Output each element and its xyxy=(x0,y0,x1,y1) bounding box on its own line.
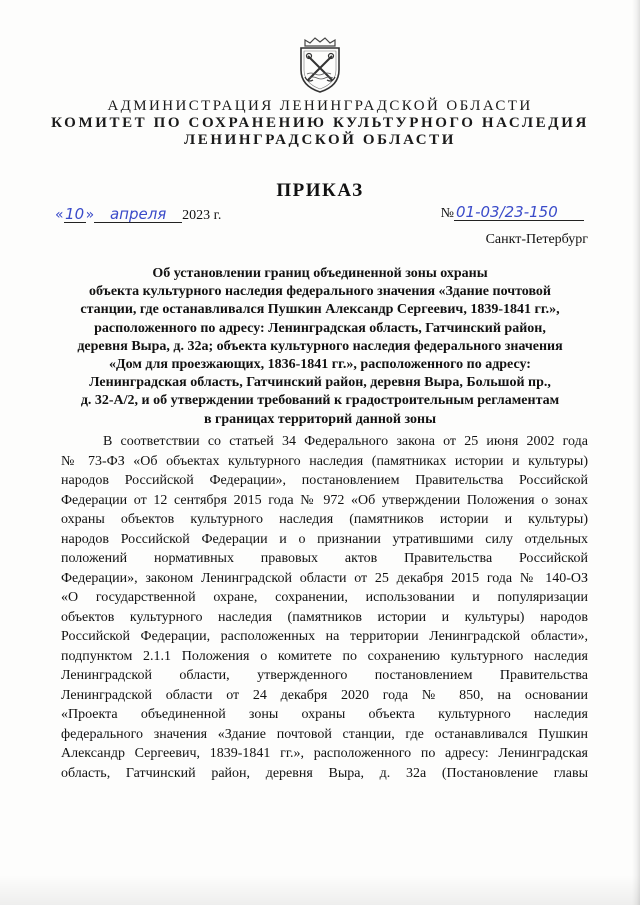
document-number xyxy=(441,204,584,222)
body-line: положений нормативных правовых актов Правительства Российской xyxy=(61,551,588,566)
page-edge-shadow xyxy=(632,0,640,905)
body-line: объектов культурного наследия (памятников истории и культуры) народов xyxy=(61,609,588,625)
subject-line: расположенного по адресу: Ленинградская область, Гатчинский район, xyxy=(94,320,546,336)
body-line: Федерации», законом Ленинградской области от 25 декабря 2015 года № 140-ОЗ xyxy=(61,570,588,586)
number-prefix: № xyxy=(440,206,454,221)
body-line: область, Гатчинский район, деревня Выра, д. 32а (Постановление главы xyxy=(61,765,588,781)
number-value: 01-03/23-150 xyxy=(454,204,584,221)
subject-line: д. 32-А/2, и об утверждении требований к градостроительным регламентам xyxy=(80,393,560,409)
date-month: апреля xyxy=(94,206,182,223)
body-line: подпунктом 2.1.1 Положения о комитете по сохранению культурного наследия xyxy=(61,648,588,664)
body-line: Ленинградской области от 24 декабря 2020 года № 850, на основании xyxy=(61,687,588,703)
body-line: народов Российской Федерации и о признании утратившими силу отдельных xyxy=(61,531,588,547)
body-line: «Проекта объединенной зоны охраны объекта культурного наследия xyxy=(61,707,588,722)
document-subject xyxy=(40,265,600,429)
date-day: 10 xyxy=(65,205,85,223)
body-line: народов Российской Федерации», постановлением Правительства Российской xyxy=(61,473,588,488)
document-title: ПРИКАЗ xyxy=(276,180,364,201)
document-body xyxy=(61,432,588,783)
body-line: В соответствии со статьей 34 Федерального закона от 25 июня 2002 года xyxy=(103,434,588,449)
header-region: ЛЕНИНГРАДСКОЙ ОБЛАСТИ xyxy=(183,132,457,148)
subject-line: «Дом для проезжающих, 1836-1841 гг.», расположенного по адресу: xyxy=(109,357,531,373)
body-line: Александр Сергеевич, 1839-1841 гг.», расположенного по адресу: Ленинградская xyxy=(61,746,588,761)
body-line: охраны объектов культурного наследия (памятников истории и культуры) xyxy=(61,512,588,527)
date-close-quote: » xyxy=(85,207,95,223)
body-line: Федерации от 12 сентября 2015 года № 972 «Об утверждении Положения о зонах xyxy=(61,492,588,508)
body-line: Российской Федерации, расположенных на территории Ленинградской области», xyxy=(61,629,588,644)
page-bottom-shadow xyxy=(0,875,640,905)
subject-line: в границах территорий данной зоны xyxy=(203,411,437,427)
subject-line: Ленинградская область, Гатчинский район, деревня Выра, Большой пр., xyxy=(89,375,551,391)
header-administration: АДМИНИСТРАЦИЯ ЛЕНИНГРАДСКОЙ ОБЛАСТИ xyxy=(107,98,533,114)
document-city: Санкт-Петербург xyxy=(485,232,588,247)
date-year: 2023 г. xyxy=(182,208,222,223)
body-line: «О государственной охране, сохранении, использовании и популяризации xyxy=(61,590,588,605)
body-line: № 73-ФЗ «Об объектах культурного наследия (памятниках истории и культуры) xyxy=(61,453,588,469)
leningrad-oblast-coat-of-arms-icon xyxy=(293,34,347,94)
subject-line: Об установлении границ объединенной зоны охраны xyxy=(152,266,488,281)
body-line: федерального значения «Здание почтовой станции, где останавливался Пушкин xyxy=(61,726,588,742)
date-open-quote: « xyxy=(55,207,64,223)
subject-line: станции, где останавливался Пушкин Александр Сергеевич, 1839-1841 гг.», xyxy=(80,302,560,318)
body-line: Ленинградской области, утвержденного постановлением Правительства xyxy=(61,668,588,683)
subject-line: объекта культурного наследия федерального значения «Здание почтовой xyxy=(89,284,551,300)
document-date xyxy=(55,206,221,224)
header-committee: КОМИТЕТ ПО СОХРАНЕНИЮ КУЛЬТУРНОГО НАСЛЕДИЯ xyxy=(51,115,589,131)
subject-line: деревня Выра, д. 32а; объекта культурного наследия федерального значения xyxy=(77,338,563,354)
